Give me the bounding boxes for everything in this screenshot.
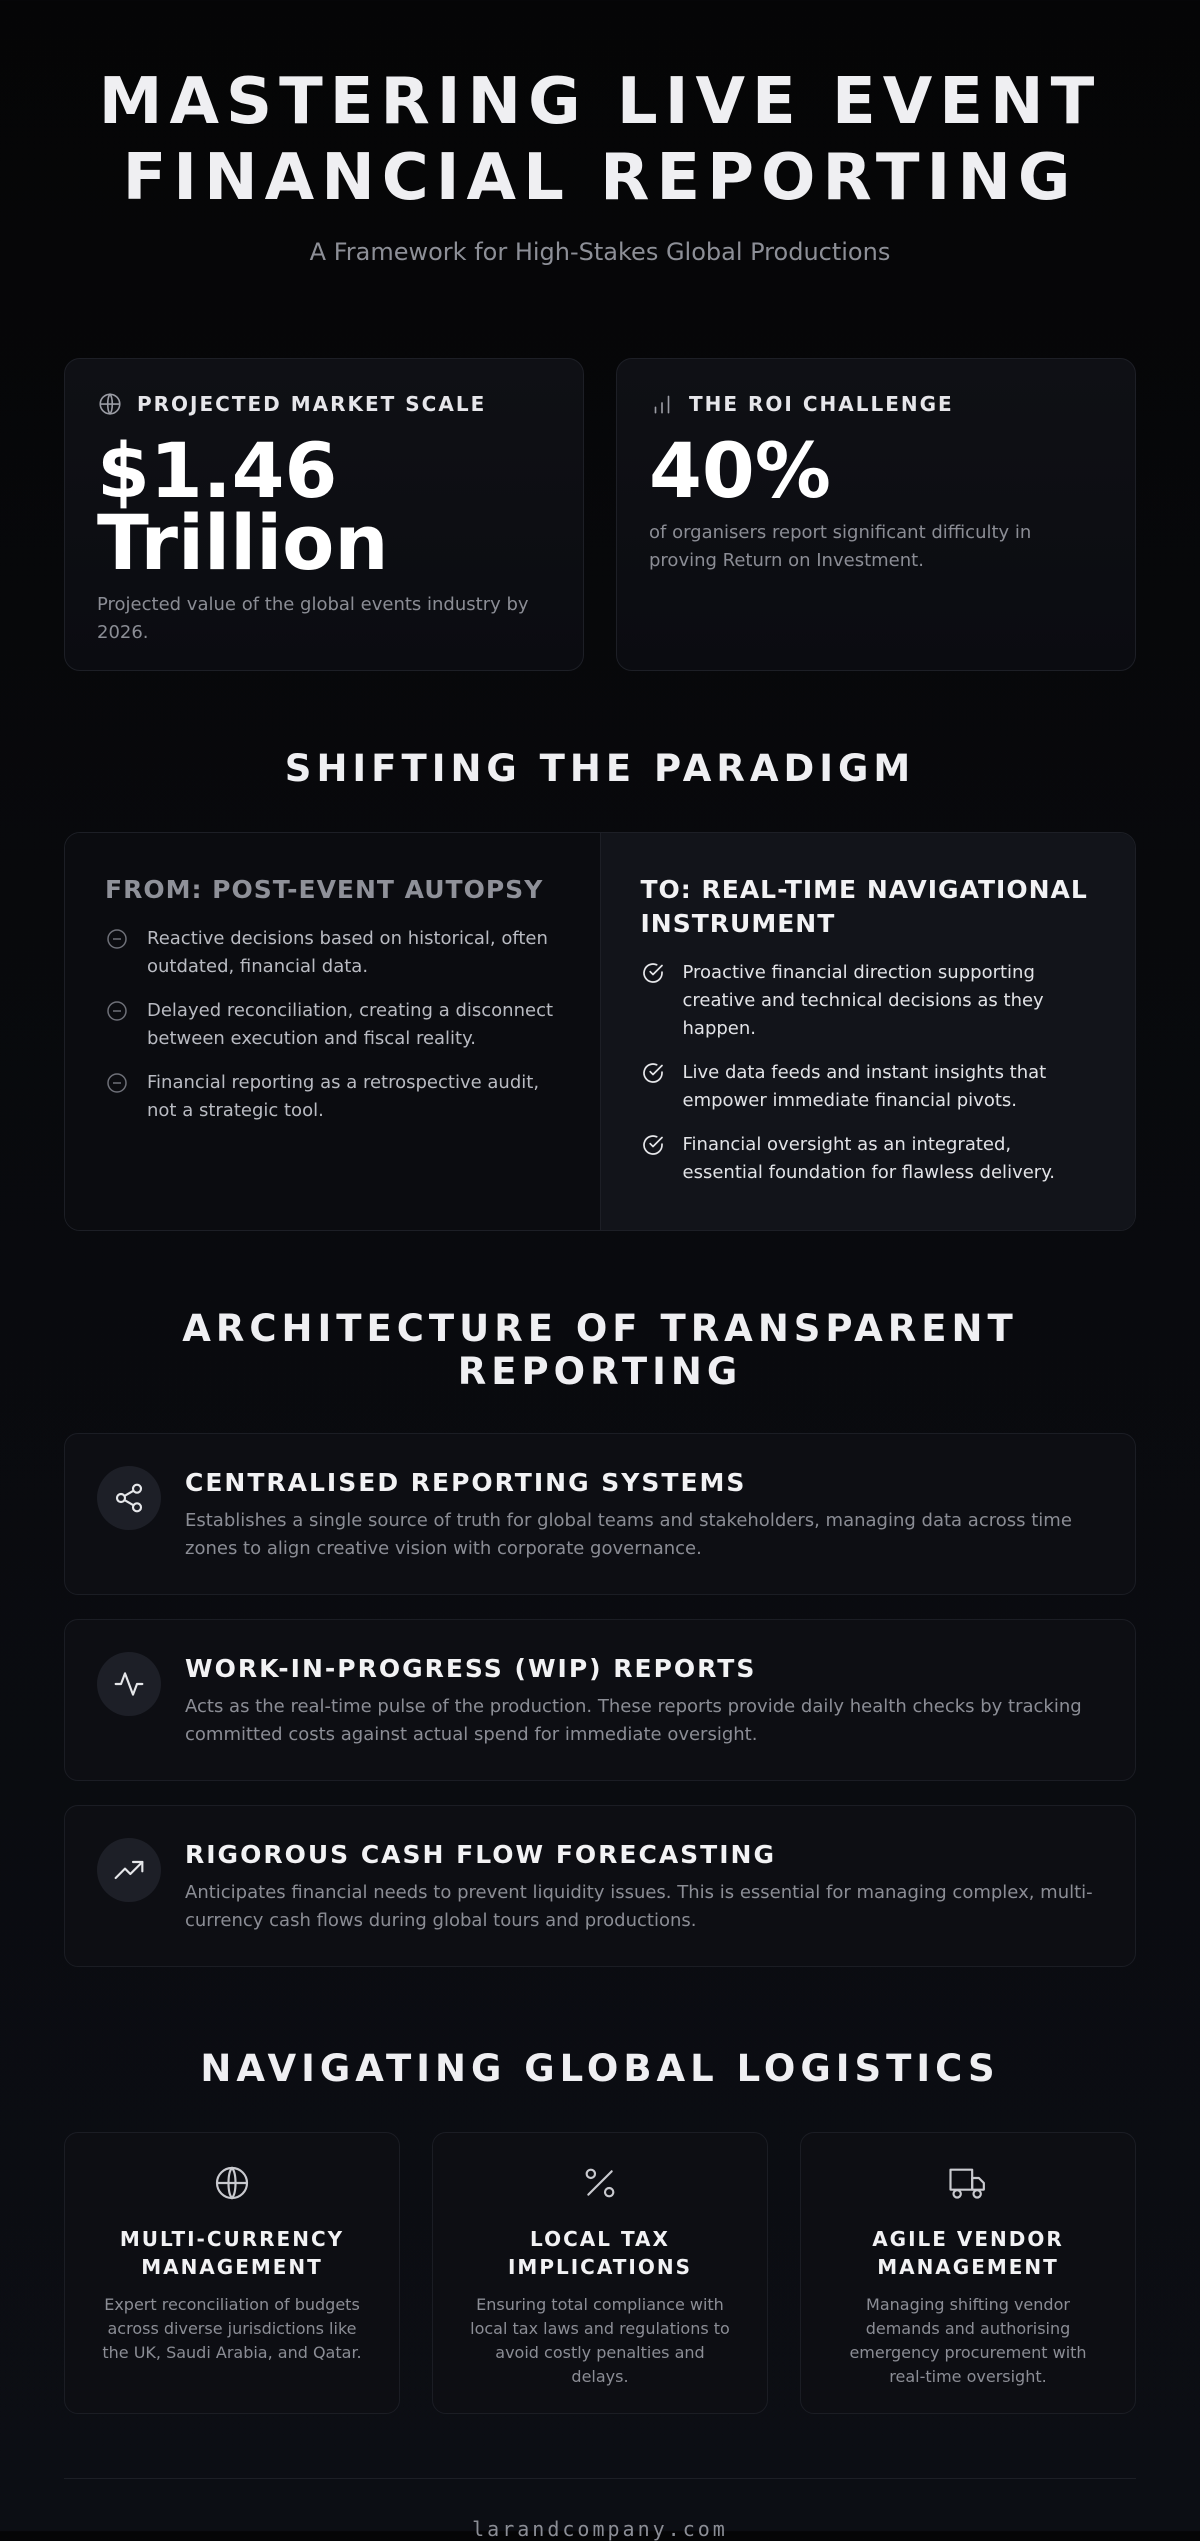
logistics-card-vendor xyxy=(800,2132,1136,2414)
logistics-card-description: Ensuring total compliance with local tax laws and regulations to avoid costly penalties and delays. xyxy=(470,2295,730,2386)
logistics-grid xyxy=(64,2132,1136,2414)
architecture-card-description: Anticipates financial needs to prevent liquidity issues. This is essential for managing complex, multi-currency cash flows during global tours and productions. xyxy=(185,1882,1093,1931)
logistics-card-multi-currency xyxy=(64,2132,400,2414)
paradigm-from-title: FROM: POST-EVENT AUTOPSY xyxy=(105,875,544,904)
stat-header xyxy=(97,391,551,417)
stat-description: of organisers report significant difficulty in proving Return on Investment. xyxy=(649,522,1032,571)
percent-icon xyxy=(580,2163,620,2203)
hero-header xyxy=(64,0,1136,266)
page-title-line2: FINANCIAL REPORTING xyxy=(122,141,1078,215)
footer xyxy=(64,2478,1136,2541)
stat-label: THE ROI CHALLENGE xyxy=(689,392,954,416)
architecture-card-description: Establishes a single source of truth for global teams and stakeholders, managing data across time zones to align creative vision with corporate governance. xyxy=(185,1510,1072,1559)
paradigm-to-list xyxy=(641,959,1096,1187)
paradigm-from-column xyxy=(65,833,601,1230)
logistics-card-description: Expert reconciliation of budgets across diverse jurisdictions like the UK, Saudi Arabia, and Qatar. xyxy=(102,2295,362,2362)
logistics-card-title: AGILE VENDOR MANAGEMENT xyxy=(872,2227,1064,2279)
stat-label: PROJECTED MARKET SCALE xyxy=(137,392,487,416)
minus-circle-icon xyxy=(105,927,129,951)
stats-section xyxy=(64,358,1136,671)
list-item-text: Reactive decisions based on historical, often outdated, financial data. xyxy=(147,928,548,977)
architecture-list xyxy=(64,1433,1136,1967)
page-title xyxy=(64,64,1136,216)
paradigm-comparison xyxy=(64,832,1136,1231)
truck-icon xyxy=(948,2163,988,2203)
list-item-text: Financial oversight as an integrated, essential foundation for flawless delivery. xyxy=(682,1134,1055,1183)
logistics-card-description: Managing shifting vendor demands and authorising emergency procurement with real-time oversight. xyxy=(849,2295,1087,2386)
globe-icon xyxy=(97,391,123,417)
share-icon xyxy=(97,1466,161,1530)
logistics-card-local-tax xyxy=(432,2132,768,2414)
globe-icon xyxy=(212,2163,252,2203)
stat-value xyxy=(649,426,1103,515)
list-item-text: Financial reporting as a retrospective audit, not a strategic tool. xyxy=(147,1072,540,1121)
section-title-architecture: ARCHITECTURE OF TRANSPARENT REPORTING xyxy=(182,1307,1018,1393)
architecture-card-title: RIGOROUS CASH FLOW FORECASTING xyxy=(185,1840,776,1869)
minus-circle-icon xyxy=(105,1071,129,1095)
list-item xyxy=(105,925,560,981)
architecture-card-text xyxy=(185,1838,1103,1934)
minus-circle-icon xyxy=(105,999,129,1023)
page-title-line1: MASTERING LIVE EVENT xyxy=(98,65,1102,139)
architecture-card-text xyxy=(185,1652,1103,1748)
section-title-paradigm: SHIFTING THE PARADIGM xyxy=(284,747,916,790)
list-item xyxy=(641,959,1096,1043)
list-item xyxy=(641,1131,1096,1187)
architecture-card-title: WORK-IN-PROGRESS (WIP) REPORTS xyxy=(185,1654,757,1683)
stat-card-roi-challenge xyxy=(616,358,1136,671)
logistics-card-title: LOCAL TAX IMPLICATIONS xyxy=(507,2227,693,2279)
section-title-logistics: NAVIGATING GLOBAL LOGISTICS xyxy=(200,2047,1000,2090)
stat-value-line2: Trillion xyxy=(97,498,389,587)
architecture-card-description: Acts as the real-time pulse of the production. These reports provide daily health checks by tracking committed costs against actual spend for immediate oversight. xyxy=(185,1696,1082,1745)
pulse-icon xyxy=(97,1652,161,1716)
footer-site-link[interactable]: larandcompany.com xyxy=(472,2517,728,2541)
stat-header xyxy=(649,391,1103,417)
architecture-card-cash-flow xyxy=(64,1805,1136,1967)
list-item xyxy=(641,1059,1096,1115)
paradigm-from-list xyxy=(105,925,560,1125)
page-subtitle: A Framework for High-Stakes Global Productions xyxy=(309,238,891,266)
bar-chart-icon xyxy=(649,391,675,417)
architecture-card-wip xyxy=(64,1619,1136,1781)
stat-description: Projected value of the global events industry by 2026. xyxy=(97,594,529,643)
list-item-text: Delayed reconciliation, creating a disconnect between execution and fiscal reality. xyxy=(147,1000,554,1049)
architecture-card-text xyxy=(185,1466,1103,1562)
check-circle-icon xyxy=(641,1061,665,1085)
list-item-text: Proactive financial direction supporting creative and technical decisions as they happen. xyxy=(682,962,1044,1039)
list-item xyxy=(105,997,560,1053)
check-circle-icon xyxy=(641,961,665,985)
paradigm-to-title: TO: REAL-TIME NAVIGATIONAL INSTRUMENT xyxy=(640,875,1088,938)
stat-card-market-scale xyxy=(64,358,584,671)
paradigm-to-column xyxy=(601,833,1136,1230)
check-circle-icon xyxy=(641,1133,665,1157)
list-item-text: Live data feeds and instant insights that empower immediate financial pivots. xyxy=(682,1062,1047,1111)
stat-value-line1: 40% xyxy=(649,426,831,515)
architecture-card-title: CENTRALISED REPORTING SYSTEMS xyxy=(185,1468,747,1497)
stat-value xyxy=(97,426,551,587)
trending-up-icon xyxy=(97,1838,161,1902)
stat-value-line1: $1.46 xyxy=(97,426,338,515)
logistics-card-title: MULTI-CURRENCY MANAGEMENT xyxy=(119,2227,345,2279)
list-item xyxy=(105,1069,560,1125)
architecture-card-centralised xyxy=(64,1433,1136,1595)
